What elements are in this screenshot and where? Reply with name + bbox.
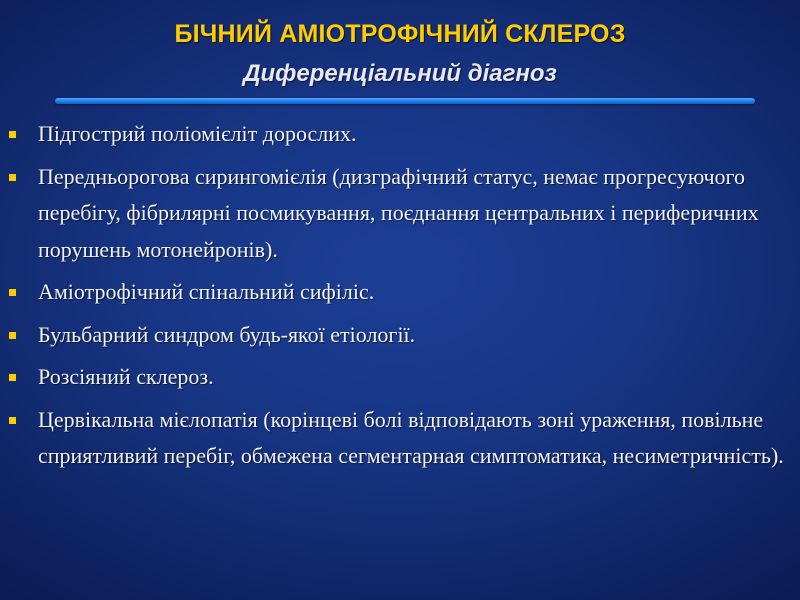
bullet-item [0,402,800,475]
bullet-item [0,116,800,153]
bullet-item [0,274,800,311]
bullet-item [0,317,800,354]
bullet-item [0,359,800,396]
bullet-text: Бульбарний синдром будь-якої етіології. [38,321,416,347]
bullet-text: Передньорогова сирингомієлія (дизграфічний статус, немає прогресуючого перебігу, фібрилярні посмикування, поєднання центральних і периферичних порушень мотонейронів). [38,163,759,262]
bullet-text: Цервікальна мієлопатія (корінцеві болі відповідають зоні ураження, повільне сприятливий перебіг, обмежена сегментарная симптоматика, несиметричність). [38,406,784,468]
square-bullet-icon [9,374,16,381]
square-bullet-icon [9,289,16,296]
bullet-text: Підгострий поліомієліт дорослих. [38,121,357,146]
square-bullet-icon [9,174,16,181]
bullet-list [0,116,800,481]
bullet-item [0,159,800,269]
slide-subtitle: Диференціальний діагноз [243,60,557,87]
square-bullet-icon [9,332,16,339]
bullet-text: Аміотрофічний спінальний сифіліс. [38,279,375,304]
bullet-text: Розсіяний склероз. [38,364,214,389]
slide-title: БІЧНИЙ АМІОТРОФІЧНИЙ СКЛЕРОЗ [174,20,626,48]
square-bullet-icon [9,131,16,138]
title-divider [55,98,755,104]
square-bullet-icon [9,417,16,424]
